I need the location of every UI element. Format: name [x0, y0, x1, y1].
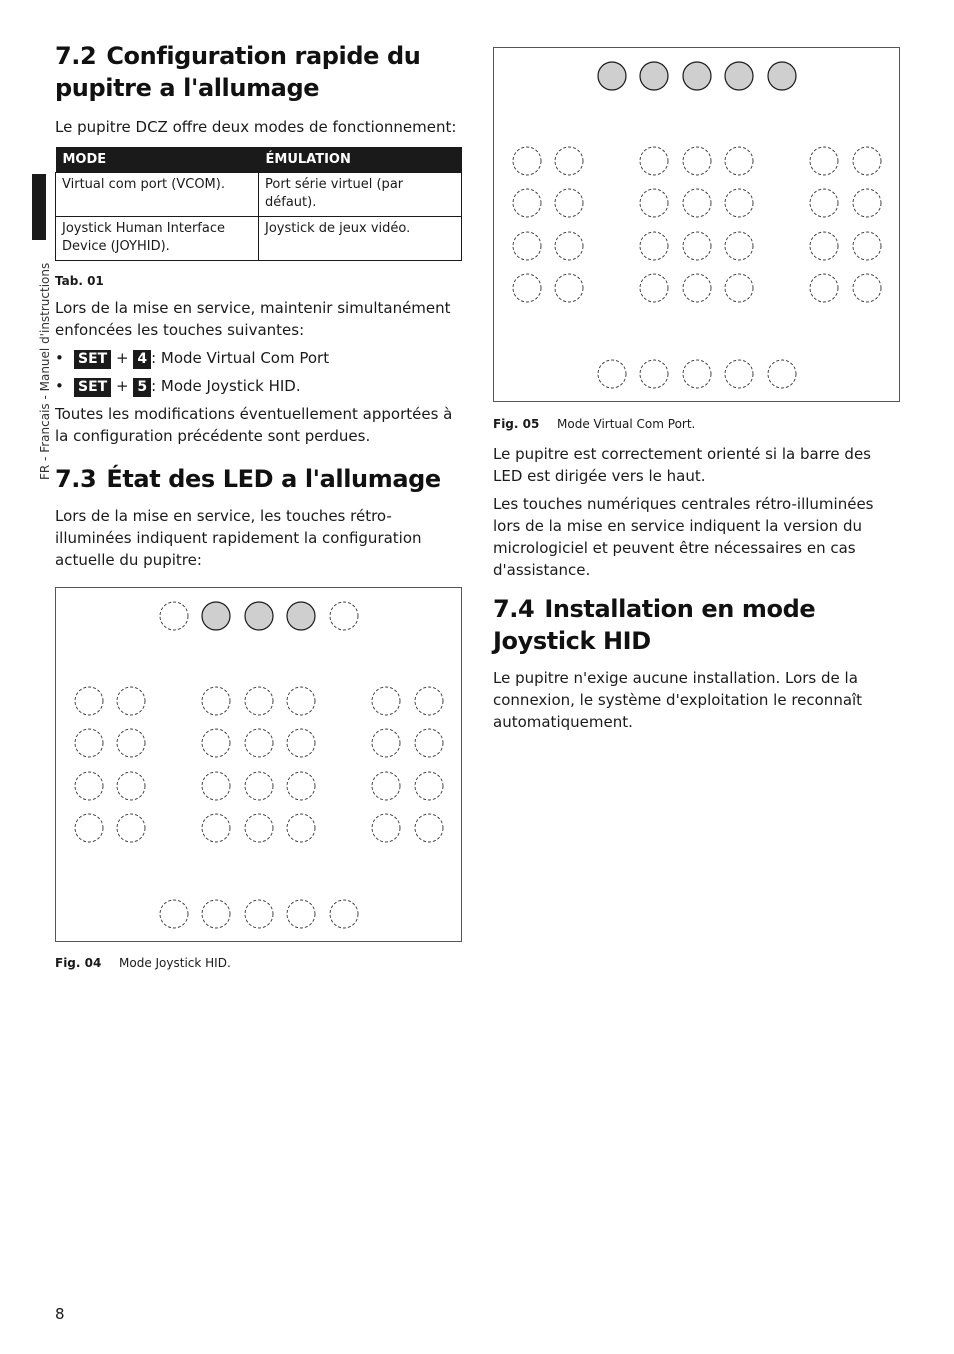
config-loss-warning: Toutes les modifications éventuellement apportées à la configuration précédente sont perdues. — [55, 404, 453, 445]
left-key — [117, 772, 145, 800]
section-7-2-heading — [55, 40, 462, 104]
table-label: Tab. 01 — [55, 273, 104, 288]
section-number: 7.3 — [55, 464, 97, 493]
list-item: • SET + 5 : Mode Joystick HID. — [55, 376, 301, 395]
section-number: 7.4 — [493, 595, 535, 623]
section-title: État des LED a l'allumage — [106, 464, 441, 493]
numeric-key — [640, 147, 668, 175]
modes-intro: Le pupitre DCZ offre deux modes de fonctionnement: — [55, 118, 457, 136]
modes-table — [55, 147, 462, 261]
firmware-text: Les touches numériques centrales rétro-illuminées lors de la mise en service indiquent la version du micrologiciel et peuvent être nécessaires en cas d'assistance. — [493, 495, 874, 579]
bottom-key — [202, 900, 230, 928]
orientation-text: Le pupitre est correctement orienté si la barre des LED est dirigée vers le haut. — [493, 445, 871, 485]
right-key — [415, 772, 443, 800]
installation-text: Le pupitre n'exige aucune installation. Lors de la connexion, le système d'exploitation le reconnaît automatiquement. — [493, 669, 863, 731]
page-number: 8 — [55, 1305, 65, 1323]
right-key — [415, 814, 443, 842]
numeric-key — [245, 772, 273, 800]
left-key — [513, 232, 541, 260]
right-key — [415, 687, 443, 715]
numeric-key — [725, 189, 753, 217]
led-status-text: Lors de la mise en service, les touches rétro-illuminées indiquent rapidement la configuration actuelle du pupitre: — [55, 506, 422, 569]
section-number: 7.2 — [55, 42, 97, 70]
left-key — [555, 274, 583, 302]
left-key — [555, 147, 583, 175]
left-key — [117, 814, 145, 842]
numeric-key — [287, 687, 315, 715]
keypad-figure-vcom — [493, 47, 900, 402]
right-column — [493, 47, 900, 733]
combo-description: : Mode Virtual Com Port — [151, 348, 330, 367]
numeric-key — [640, 189, 668, 217]
bottom-key — [640, 360, 668, 388]
keypad-figure-joystick — [55, 587, 462, 942]
sidebar-language-label: FR - Francais - Manuel d'instructions — [38, 262, 52, 480]
left-key — [75, 772, 103, 800]
right-key — [810, 147, 838, 175]
table-row — [56, 172, 462, 216]
left-key — [513, 147, 541, 175]
numeric-key — [725, 232, 753, 260]
bottom-key — [683, 360, 711, 388]
numeric-key — [287, 814, 315, 842]
figure-label: Fig. 05 — [493, 417, 540, 431]
left-key — [117, 687, 145, 715]
right-key — [415, 729, 443, 757]
numeric-key — [640, 232, 668, 260]
numeric-key — [640, 274, 668, 302]
bottom-key — [768, 360, 796, 388]
numeric-key — [683, 274, 711, 302]
right-key — [372, 814, 400, 842]
table-cell: Joystick de jeux vidéo. — [259, 216, 462, 260]
right-key — [810, 274, 838, 302]
numeric-key — [245, 687, 273, 715]
bottom-key — [725, 360, 753, 388]
table-row — [56, 216, 462, 260]
left-key — [75, 814, 103, 842]
led-top-key-4 — [725, 62, 753, 90]
keypad-diagram — [56, 588, 463, 943]
left-key — [513, 274, 541, 302]
led-top-key-3 — [683, 62, 711, 90]
bottom-key — [287, 900, 315, 928]
right-key — [853, 232, 881, 260]
table-cell: Virtual com port (VCOM). — [56, 172, 259, 216]
table-cell: Port série virtuel (par défaut). — [259, 172, 462, 216]
table-header-emulation: ÉMULATION — [259, 147, 462, 172]
numeric-key — [287, 729, 315, 757]
numeric-key — [683, 232, 711, 260]
led-top-key-4 — [287, 602, 315, 630]
numeric-key — [202, 814, 230, 842]
right-key — [810, 189, 838, 217]
right-key — [853, 274, 881, 302]
numeric-key — [202, 772, 230, 800]
bottom-key — [598, 360, 626, 388]
number-key-badge: 5 — [133, 378, 151, 397]
numeric-key — [683, 189, 711, 217]
numeric-key — [287, 772, 315, 800]
set-key-badge: SET — [74, 378, 111, 397]
left-column — [55, 40, 462, 970]
left-key — [75, 687, 103, 715]
bottom-key — [245, 900, 273, 928]
left-key — [555, 189, 583, 217]
set-key-badge: SET — [74, 350, 111, 369]
led-top-key-5 — [330, 602, 358, 630]
left-key — [117, 729, 145, 757]
right-key — [853, 147, 881, 175]
left-key — [513, 189, 541, 217]
combo-description: : Mode Joystick HID. — [151, 376, 301, 395]
keypad-diagram — [494, 48, 901, 403]
numeric-key — [725, 147, 753, 175]
section-title: Installation en mode Joystick HID — [493, 595, 816, 655]
figure-caption-text: Mode Virtual Com Port. — [557, 417, 696, 431]
section-7-3-heading — [55, 463, 462, 495]
figure-caption-text: Mode Joystick HID. — [119, 955, 231, 970]
numeric-key — [245, 729, 273, 757]
sidebar-tab-marker — [32, 174, 46, 240]
numeric-key — [202, 687, 230, 715]
numeric-key — [245, 814, 273, 842]
section-7-4-heading — [493, 593, 900, 657]
numeric-key — [202, 729, 230, 757]
bottom-key — [160, 900, 188, 928]
left-key — [75, 729, 103, 757]
left-key — [555, 232, 583, 260]
table-cell: Joystick Human Interface Device (JOYHID). — [56, 216, 259, 260]
bottom-key — [330, 900, 358, 928]
figure-label: Fig. 04 — [55, 955, 102, 970]
table-header-row — [56, 147, 462, 172]
led-top-key-1 — [160, 602, 188, 630]
led-top-key-3 — [245, 602, 273, 630]
led-top-key-2 — [640, 62, 668, 90]
startup-instruction: Lors de la mise en service, maintenir simultanément enfoncées les touches suivantes: — [55, 298, 451, 339]
table-header-mode: MODE — [56, 147, 259, 172]
key-combo-list — [55, 347, 462, 397]
led-top-key-1 — [598, 62, 626, 90]
led-top-key-2 — [202, 602, 230, 630]
section-title: Configuration rapide du pupitre a l'allumage — [55, 42, 421, 102]
numeric-key — [683, 147, 711, 175]
list-item: • SET + 4 : Mode Virtual Com Port — [55, 348, 330, 367]
right-key — [372, 772, 400, 800]
led-top-key-5 — [768, 62, 796, 90]
right-key — [372, 729, 400, 757]
numeric-key — [725, 274, 753, 302]
figure-caption — [493, 417, 900, 431]
right-key — [810, 232, 838, 260]
number-key-badge: 4 — [133, 350, 151, 369]
right-key — [853, 189, 881, 217]
figure-caption — [55, 956, 462, 970]
right-key — [372, 687, 400, 715]
